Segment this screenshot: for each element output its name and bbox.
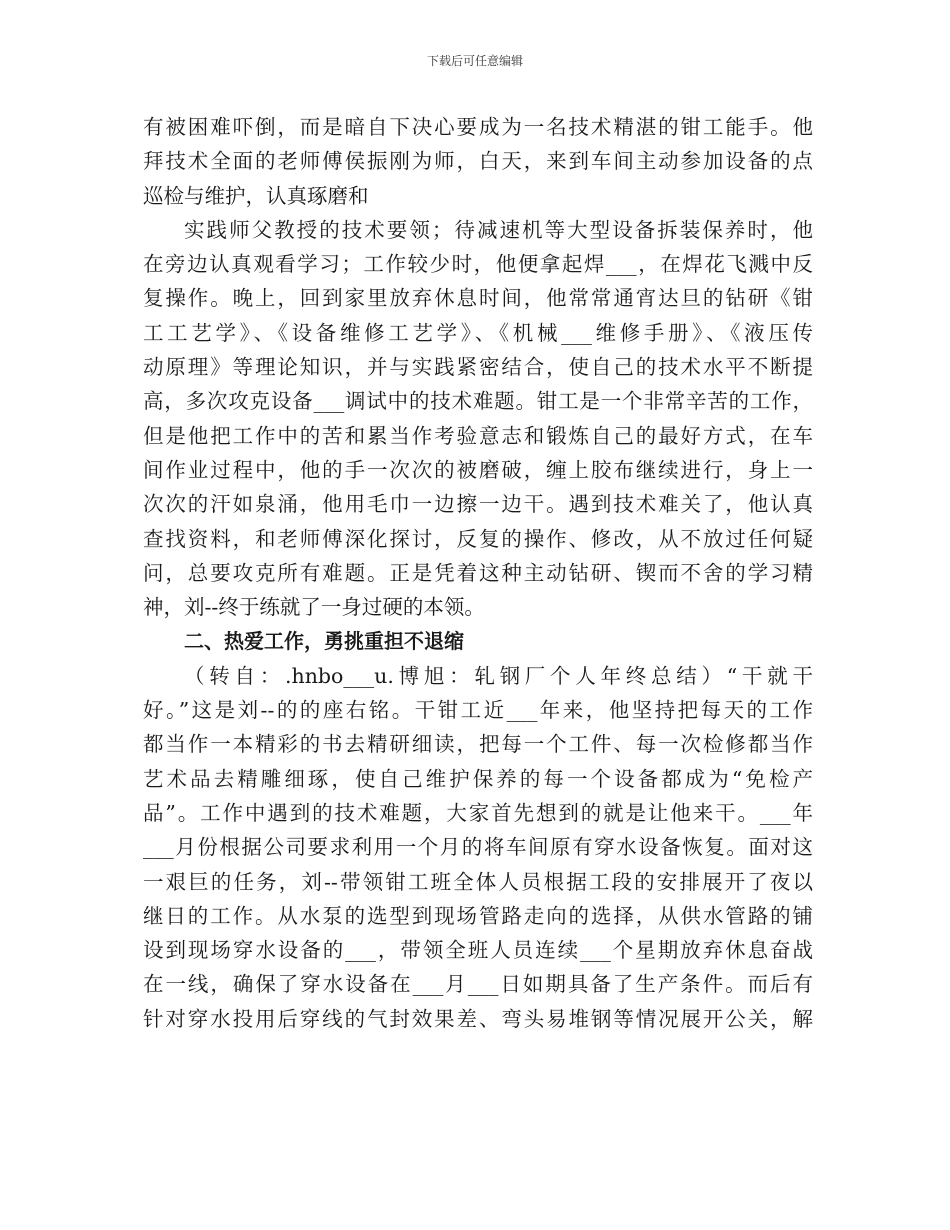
- paragraph-line: 有被困难吓倒，而是暗自下决心要成为一名技术精湛的钳工能手。他: [143, 115, 813, 139]
- page-header: 下载后可任意编辑: [426, 54, 523, 68]
- paragraph-line: 问，总要攻克所有难题。正是凭着这种主动钻研、锲而不舍的学习精: [143, 560, 813, 585]
- paragraph-line: 神，刘--终于练就了一身过硬的本领。: [143, 595, 485, 620]
- paragraph-line: 高，多次攻克设备___调试中的技术难题。钳工是一个非常辛苦的工作，: [143, 389, 813, 414]
- section-heading: 二、热爱工作，勇挑重担不退缩: [184, 629, 464, 654]
- paragraph-line: 次次的汗如泉涌，他用毛巾一边擦一边干。遇到技术难关了，他认真: [143, 492, 813, 517]
- paragraph-line: 品”。工作中遇到的技术难题，大家首先想到的就是让他来干。___年: [143, 800, 813, 825]
- document-body: [143, 110, 813, 1036]
- paragraph-line: ___月份根据公司要求利用一个月的将车间原有穿水设备恢复。面对这: [143, 835, 813, 860]
- paragraph-line: 巡检与维护，认真琢磨和: [143, 183, 369, 208]
- paragraph-line: 拜技术全面的老师傅侯振刚为师，白天，来到车间主动参加设备的点: [143, 149, 813, 174]
- paragraph-line: （转自：.hnbo___u.博旭：轧钢厂个人年终总结）“干就干: [184, 663, 813, 688]
- paragraph-line: 设到现场穿水设备的___，带领全班人员连续___个星期放弃休息奋战: [143, 938, 813, 963]
- paragraph-line: 好。”这是刘--的的座右铭。干钳工近___年来，他坚持把每天的工作: [143, 698, 813, 723]
- paragraph-line: 但是他把工作中的苦和累当作考验意志和锻炼自己的最好方式，在车: [143, 423, 813, 448]
- paragraph-line: 都当作一本精彩的书去精研细读，把每一个工件、每一次检修都当作: [143, 732, 813, 757]
- paragraph-line: 查找资料，和老师傅深化探讨，反复的操作、修改，从不放过任何疑: [143, 526, 813, 551]
- paragraph-line: 动原理》等理论知识，并与实践紧密结合，使自己的技术水平不断提: [143, 355, 813, 380]
- paragraph-line: 一艰巨的任务，刘--带领钳工班全体人员根据工段的安排展开了夜以: [143, 869, 813, 894]
- paragraph-line: 间作业过程中，他的手一次次的被磨破，缠上胶布继续进行，身上一: [143, 457, 813, 482]
- paragraph-line: 实践师父教授的技术要领；待减速机等大型设备拆装保养时，他: [184, 217, 813, 242]
- paragraph-line: 继日的工作。从水泵的选型到现场管路走向的选择，从供水管路的铺: [143, 903, 813, 928]
- paragraph-line: 艺术品去精雕细琢，使自己维护保养的每一个设备都成为“免检产: [143, 766, 813, 791]
- paragraph-line: 在旁边认真观看学习；工作较少时，他便拿起焊___，在焊花飞溅中反: [143, 252, 813, 277]
- paragraph-line: 在一线，确保了穿水设备在___月___日如期具备了生产条件。而后有: [143, 972, 813, 997]
- paragraph-line: 针对穿水投用后穿线的气封效果差、弯头易堆钢等情况展开公关，解: [143, 1006, 813, 1031]
- paragraph-line: 工工艺学》、《设备维修工艺学》、《机械___维修手册》、《液压传: [143, 320, 813, 345]
- paragraph-line: 复操作。晚上，回到家里放弃休息时间，他常常通宵达旦的钻研《钳: [143, 286, 813, 311]
